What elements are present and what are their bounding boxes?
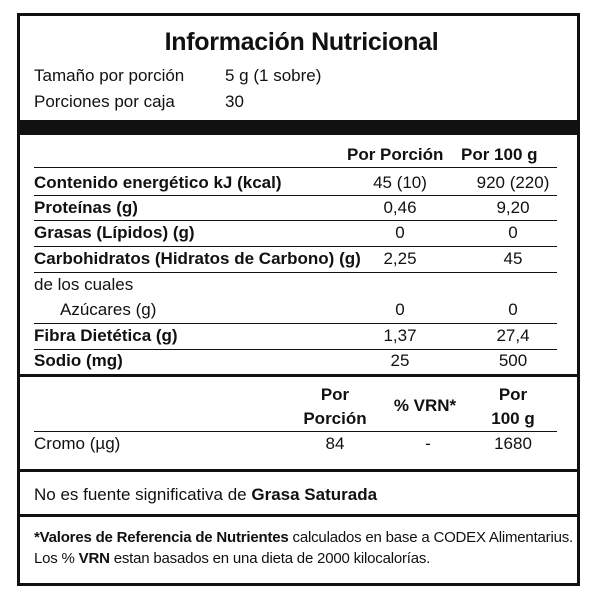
row-fiber-per100: 27,4 xyxy=(496,326,530,345)
row-fat-label: Grasas (Lípidos) (g) xyxy=(34,223,195,242)
row-of-which-label: de los cuales xyxy=(34,275,134,294)
note-text: No es fuente significativa de xyxy=(34,485,252,504)
row-sodium-serving: 25 xyxy=(390,351,410,370)
header-rule xyxy=(34,167,557,168)
row-energy-serving: 45 (10) xyxy=(373,173,427,192)
row-fat-per100: 0 xyxy=(508,223,518,242)
footnote-rest: calculados en base a CODEX Alimentarius. xyxy=(288,529,574,546)
footnote-vrn-bold: VRN xyxy=(78,550,110,567)
section-divider xyxy=(20,374,577,377)
row-protein-label: Proteínas (g) xyxy=(34,198,138,217)
micro-col-100-2: 100 g xyxy=(491,409,535,428)
row-carbs-label: Carbohidratos (Hidratos de Carbono) (g) xyxy=(34,249,361,268)
row-sodium-per100: 500 xyxy=(498,351,528,370)
serving-size-value: 5 g (1 sobre) xyxy=(225,66,322,85)
row-sugars-serving: 0 xyxy=(395,300,405,319)
micro-col-serving-1: Por xyxy=(320,385,350,404)
servings-per-box-value: 30 xyxy=(225,92,244,111)
row-energy-label: Contenido energético kJ (kcal) xyxy=(34,173,282,192)
col-header-per-100g: Por 100 g xyxy=(461,145,538,164)
serving-size-label: Tamaño por porción xyxy=(34,66,185,85)
row-rule xyxy=(34,195,557,196)
thick-divider xyxy=(20,120,577,135)
label-title: Información Nutricional xyxy=(164,28,439,56)
row-chromium-per100: 1680 xyxy=(494,434,532,453)
row-sodium-label: Sodio (mg) xyxy=(34,351,123,370)
row-rule xyxy=(34,220,557,221)
row-fat-serving: 0 xyxy=(395,223,405,242)
row-protein-serving: 0,46 xyxy=(383,198,417,217)
servings-per-box-label: Porciones por caja xyxy=(34,92,175,111)
footnote-bold: *Valores de Referencia de Nutrientes xyxy=(34,529,289,546)
saturated-fat-note xyxy=(34,485,377,505)
row-sugars-label: Azúcares (g) xyxy=(60,300,157,319)
row-rule xyxy=(34,246,557,247)
row-carbs-serving: 2,25 xyxy=(383,249,417,268)
note-bold: Grasa Saturada xyxy=(251,485,378,504)
row-fiber-label: Fibra Dietética (g) xyxy=(34,326,178,345)
section-divider xyxy=(20,469,577,472)
section-divider xyxy=(20,514,577,517)
row-fiber-serving: 1,37 xyxy=(383,326,417,345)
footnote-line2-b: estan basados en una dieta de 2000 kilocalorías. xyxy=(109,550,431,567)
footnote-line-2 xyxy=(34,550,430,567)
row-energy-per100: 920 (220) xyxy=(476,173,550,192)
row-carbs-per100: 45 xyxy=(503,249,523,268)
row-protein-per100: 9,20 xyxy=(496,198,530,217)
footnote-line-1 xyxy=(34,529,573,546)
row-chromium-serving: 84 xyxy=(325,434,345,453)
micro-col-serving-2: Porción xyxy=(303,409,367,428)
row-rule xyxy=(34,272,557,273)
nutrition-facts-label xyxy=(17,13,580,586)
col-header-per-serving: Por Porción xyxy=(347,145,444,164)
row-sugars-per100: 0 xyxy=(508,300,518,319)
footnote-line2-a: Los % xyxy=(34,550,79,567)
row-chromium-vrn: - xyxy=(425,434,431,453)
micro-col-vrn: % VRN* xyxy=(393,396,457,415)
micro-header-rule xyxy=(34,431,557,432)
row-rule xyxy=(34,349,557,350)
row-rule xyxy=(34,323,557,324)
micro-col-100-1: Por xyxy=(498,385,528,404)
row-chromium-label: Cromo (µg) xyxy=(34,434,121,453)
